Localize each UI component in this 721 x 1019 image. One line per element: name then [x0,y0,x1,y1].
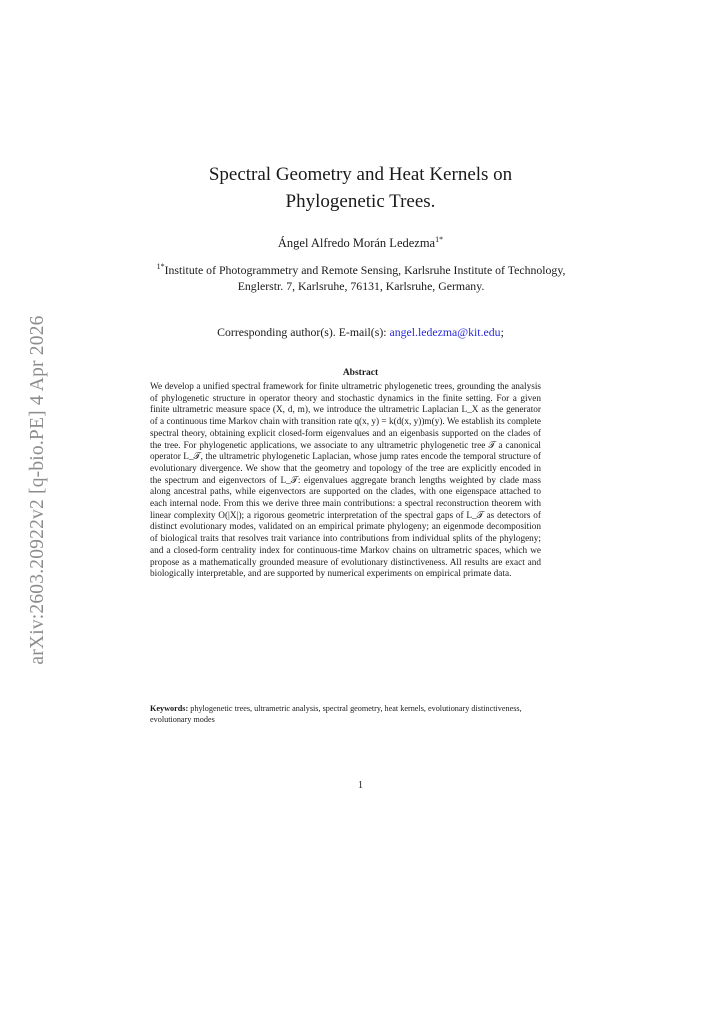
corresponding-author [0,325,721,340]
keywords-label: Keywords: [150,704,189,713]
paper-title [0,161,721,215]
abstract-text: We develop a unified spectral framework for finite ultrametric phylogenetic trees, grounding the analysis of phylogenetic structure in operator theory and stochastic dynamics in the finite setting. For a given finite ultrametric measure space (X, d, m), we introduce the ultrametric Laplacian L_X as the generator of a continuous time Markov chain with transition rate q(x, y) = k(d(x, y))m(y). We establish its complete spectral theory, obtaining explicit closed-form eigenvalues and an eigenbasis supported on the clades of the tree. For phylogenetic applications, we associate to any ultrametric phylogenetic tree 𝒯 a canonical operator L_𝒯, the ultrametric phylogenetic Laplacian, whose jump rates encode the temporal structure of evolutionary divergence. We show that the geometry and topology of the tree are explicitly encoded in the spectrum and eigenvectors of L_𝒯: eigenvalues aggregate branch lengths weighted by clade mass along ancestral paths, while eigenvectors are supported on the clades, with one eigenspace attached to each internal node. From this we derive three main contributions: a spectral reconstruction theorem with linear complexity O(|X|); a rigorous geometric interpretation of the spectral gaps of L_𝒯 as detectors of distinct evolutionary modes, validated on an empirical primate phylogeny; an eigenmode decomposition of biological traits that resolves trait variance into contributions from individual splits of the phylogeny; and a closed-form centrality index for continuous-time Markov chains on ultrametric spaces, which we propose as a mathematically grounded measure of evolutionary distinctiveness. All results are exact and biologically interpretable, and are supported by numerical experiments on empirical primate data. [150,382,541,580]
author-superscript: 1* [435,234,444,244]
affiliation [135,262,587,294]
email-link[interactable]: angel.ledezma@kit.edu [389,325,501,339]
page-number: 1 [358,780,363,791]
corresponding-suffix: ; [500,325,504,339]
title-line-1: Spectral Geometry and Heat Kernels on [208,164,513,185]
affiliation-superscript: 1* [156,262,165,272]
keywords-list: phylogenetic trees, ultrametric analysis, spectral geometry, heat kernels, evolutionary distinctiveness, evolutionary modes [150,704,522,724]
corresponding-prefix: Corresponding author(s). E-mail(s): [217,325,390,339]
author-line [0,236,721,251]
keywords [150,704,541,725]
affiliation-text: Institute of Photogrammetry and Remote Sensing, Karlsruhe Institute of Technology, Englerstr. 7, Karlsruhe, 76131, Karlsruhe, Germany. [164,263,566,293]
author-name: Ángel Alfredo Morán Ledezma [277,236,436,250]
abstract-heading: Abstract [342,368,379,378]
arxiv-identifier-stamp: arXiv:2603.20922v2 [q-bio.PE] 4 Apr 2026 [27,315,48,665]
abstract-body [150,382,541,581]
title-line-2: Phylogenetic Trees. [285,191,436,212]
